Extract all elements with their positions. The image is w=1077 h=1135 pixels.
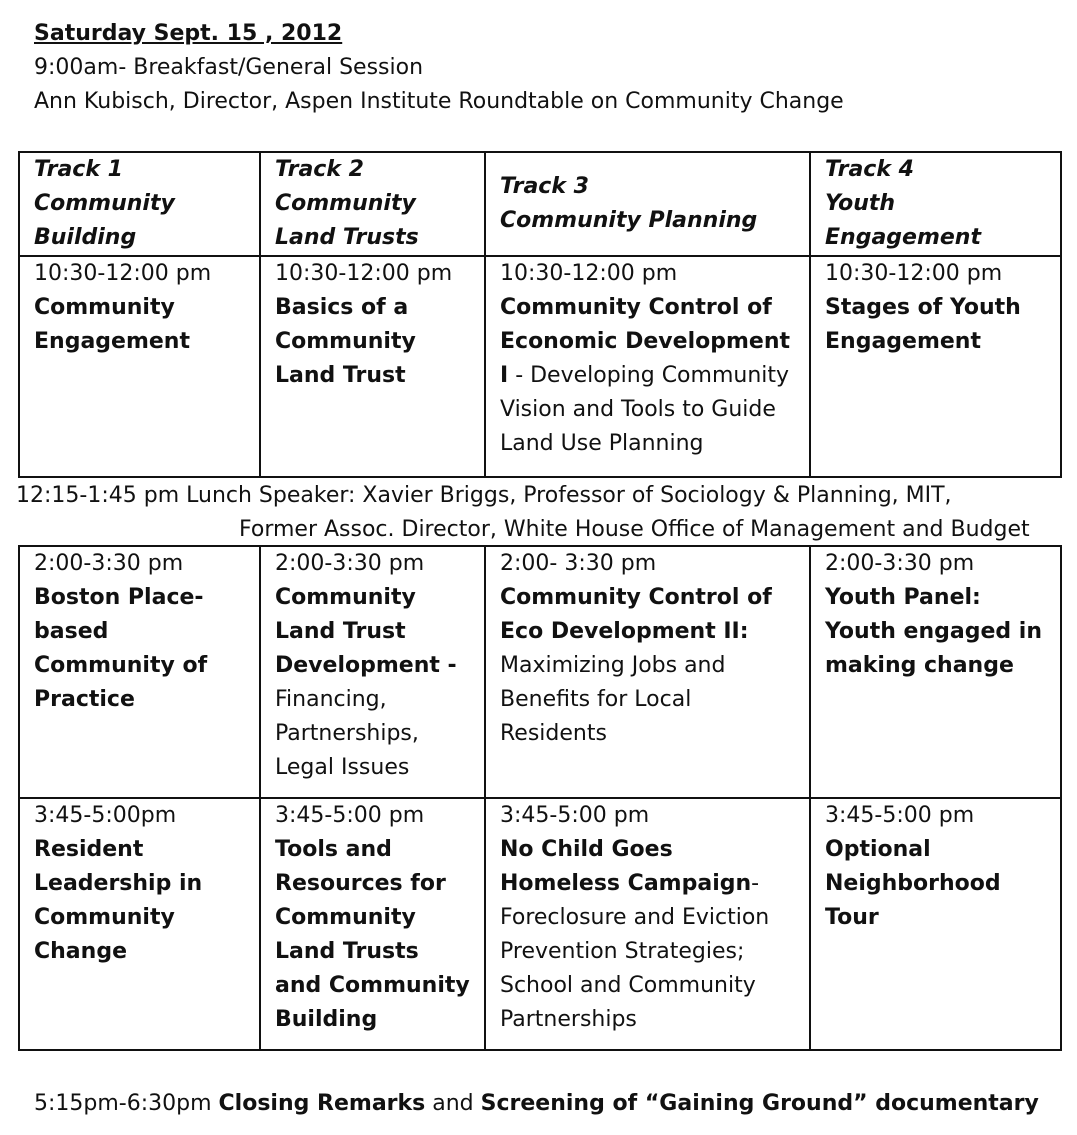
session-row-late-afternoon (19, 798, 1061, 1050)
session-cell: 3:45-5:00 pm Optional Neighborhood Tour (810, 798, 1061, 1050)
session-cell: 2:00-3:30 pm Community Land Trust Development - Financing, Partnerships, Legal Issues (260, 546, 485, 798)
session-cell: 10:30-12:00 pm Community Control of Economic Development I - Developing Community Vision and Tools to Guide Land Use Planning (485, 256, 810, 477)
track-2-header: Track 2 Community Land Trusts (260, 152, 485, 256)
morning-schedule-table (18, 151, 1062, 478)
event-date: Saturday Sept. 15 , 2012 (34, 21, 343, 46)
session-cell: 2:00-3:30 pm Boston Place-based Community of Practice (19, 546, 260, 798)
afternoon-schedule-table (18, 545, 1062, 1051)
session-cell: 3:45-5:00pm Resident Leadership in Community Change (19, 798, 260, 1050)
session-cell: 10:30-12:00 pm Stages of Youth Engagement (810, 256, 1061, 477)
session-cell: 2:00- 3:30 pm Community Control of Eco Development II: Maximizing Jobs and Benefits for Local Residents (485, 546, 810, 798)
session-cell: 2:00-3:30 pm Youth Panel: Youth engaged in making change (810, 546, 1061, 798)
session-cell: 3:45-5:00 pm No Child Goes Homeless Campaign- Foreclosure and Eviction Prevention Strategies; School and Community Partnerships (485, 798, 810, 1050)
closing-session: 5:15pm-6:30pm Closing Remarks and Screening of “Gaining Ground” documentary (34, 1091, 1039, 1116)
general-session-speaker: Ann Kubisch, Director, Aspen Institute Roundtable on Community Change (34, 89, 844, 114)
track-3-header: Track 3 Community Planning (485, 152, 810, 256)
session-row-morning (19, 256, 1061, 477)
session-row-early-afternoon (19, 546, 1061, 798)
session-cell: 3:45-5:00 pm Tools and Resources for Community Land Trusts and Community Building (260, 798, 485, 1050)
track-4-header: Track 4 Youth Engagement (810, 152, 1061, 256)
lunch-speaker-line-2: Former Assoc. Director, White House Office of Management and Budget (239, 517, 1030, 542)
general-session-time: 9:00am- Breakfast/General Session (34, 55, 424, 80)
lunch-speaker-line-1: 12:15-1:45 pm Lunch Speaker: Xavier Briggs, Professor of Sociology & Planning, MIT, (16, 483, 952, 508)
session-cell: 10:30-12:00 pm Community Engagement (19, 256, 260, 477)
session-cell: 10:30-12:00 pm Basics of a Community Land Trust (260, 256, 485, 477)
track-1-header: Track 1 Community Building (19, 152, 260, 256)
track-header-row (19, 152, 1061, 256)
